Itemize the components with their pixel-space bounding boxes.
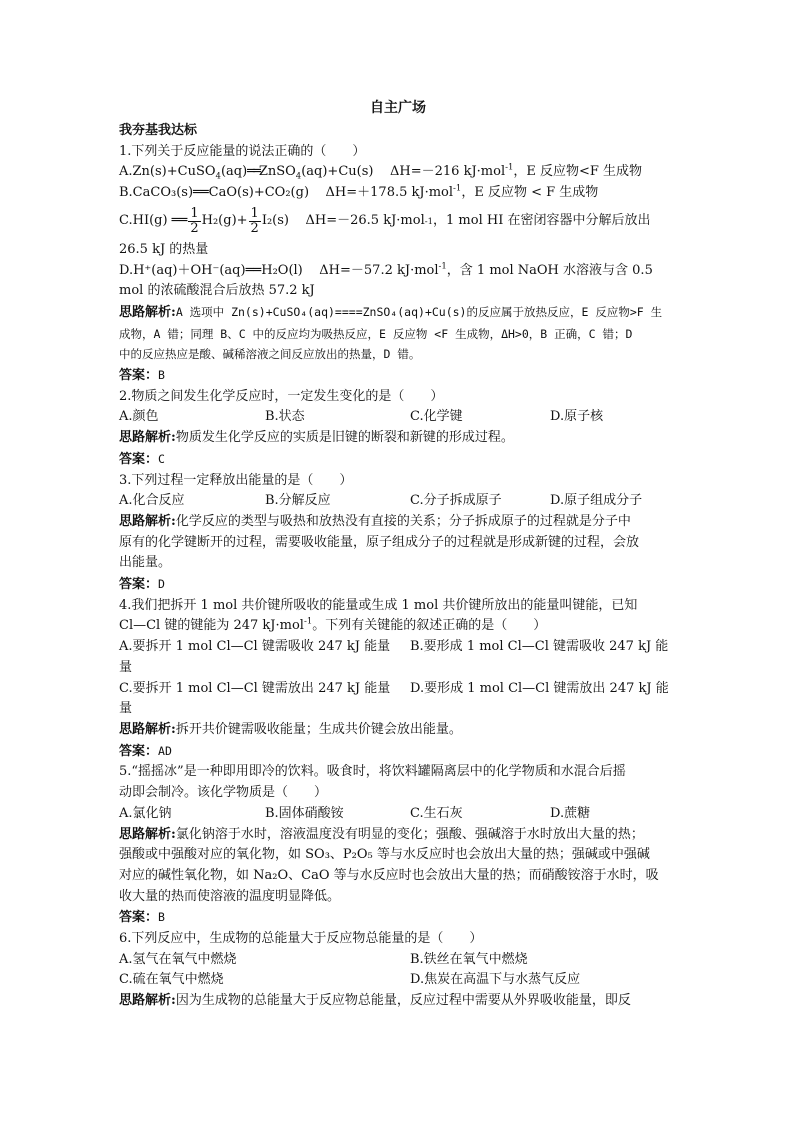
- q2-analysis-label: 思路解析:: [119, 430, 176, 446]
- q3-option-b: B.分解反应: [265, 493, 331, 509]
- q1-c-eq-mid: H₂(g)+: [201, 213, 248, 229]
- q4-option-b: B.要形成 1 mol Cl—Cl 键需吸收 247 kJ 能: [410, 639, 669, 655]
- q6-options-cd: [119, 970, 677, 991]
- q5-analysis-line4: 收大量的热而使溶液的温度明显降低。: [119, 888, 341, 904]
- q6-stem: 6.下列反应中，生成物的总能量大于反应物总能量的是（ ）: [119, 931, 483, 947]
- q4-option-d-cont: 量: [119, 701, 133, 717]
- section-heading: 我夯基我达标: [119, 123, 198, 138]
- q1-a-compare: ，E 反应物<F 生成物: [513, 164, 643, 180]
- q6-analysis-line1: 因为生成物的总能量大于反应物总能量，反应过程中需要从外界吸收能量，即反: [175, 993, 631, 1009]
- q1-a-eq-pre: A.Zn(s)+CuSO: [119, 164, 216, 180]
- q3-option-a: A.化合反应: [119, 493, 185, 509]
- q1-answer-value: B: [158, 368, 165, 383]
- q6-options-ab: [119, 950, 677, 971]
- q2-option-b: B.状态: [265, 409, 305, 425]
- q3-answer: [119, 574, 677, 596]
- q1-analysis-line2: 成物，A 错；同理 B、C 中的反应均为吸热反应，E 反应物 <F 生成物，ΔH>0，B 正确，C 错；D: [119, 326, 633, 341]
- q3-analysis-line1: 化学反应的类型与吸热和放热没有直接的关系；分子拆成原子的过程就是分子中: [175, 513, 631, 529]
- q2-answer-label: 答案：: [119, 451, 159, 467]
- q1-c-frac2-den: 2: [250, 221, 259, 237]
- q1-answer: [119, 365, 677, 387]
- q5-analysis: [119, 825, 677, 846]
- q3-stem: 3.下列过程一定释放出能量的是（ ）: [119, 472, 353, 488]
- q2-answer-value: C: [158, 451, 165, 466]
- q1-stem: 1.下列关于反应能量的说法正确的（ ）: [119, 143, 366, 159]
- q1-d-dh: ΔH=－57.2 kJ·mol: [319, 262, 439, 278]
- document-page: [119, 98, 677, 1012]
- q1-c-frac2-num: 1: [250, 206, 259, 222]
- q5-stem-line2: 动即会制冷。该化学物质是（ ）: [119, 785, 328, 801]
- q6-option-b: B.铁丝在氧气中燃烧: [410, 951, 528, 967]
- q2-option-c: C.化学键: [410, 409, 463, 425]
- q1-c-dh: ΔH=－26.5 kJ·mol: [305, 213, 425, 229]
- q5-options: [119, 804, 677, 825]
- q3-option-d: D.原子组成分子: [550, 493, 643, 509]
- q4-analysis: [119, 720, 677, 741]
- q1-b-compare: ，E 反应物 < F 生成物: [461, 185, 599, 201]
- q4-stem-l2b: 。下列有关键能的叙述正确的是（ ）: [312, 618, 547, 634]
- q3-analysis-line2: 原有的化学键断开的过程，需要吸收能量，原子组成分子的过程就是形成新键的过程，会放: [119, 534, 640, 550]
- q4-analysis-label: 思路解析:: [119, 721, 176, 737]
- question-3: [119, 471, 677, 596]
- q1-analysis-line1: A 选项中 Zn(s)+CuSO₄(aq)====ZnSO₄(aq)+Cu(s)的反应属于放热反应，E 反应物>F 生: [175, 304, 663, 319]
- q4-option-d: D.要形成 1 mol Cl—Cl 键需放出 247 kJ 能: [410, 680, 669, 696]
- q1-c-rest: ，1 mol HI 在密闭容器中分解后放出: [433, 213, 651, 229]
- q1-analysis-label: 思路解析:: [119, 304, 176, 320]
- q1-c-eq-pre: C.HI(g) ══: [119, 213, 188, 229]
- q3-analysis: [119, 512, 677, 533]
- q1-option-d: [119, 261, 677, 282]
- q1-b-dh: ΔH=＋178.5 kJ·mol: [325, 185, 454, 201]
- question-6: [119, 929, 677, 1012]
- q5-analysis-line3: 对应的碱性氧化物，如 Na₂O、CaO 等与水反应时也会放出大量的热；而硝酸铵溶于水时，吸: [119, 867, 659, 883]
- q4-stem-line1: 4.我们把拆开 1 mol 共价键所吸收的能量或生成 1 mol 共价键所放出的能量叫键能，已知: [119, 597, 638, 613]
- q5-analysis-line2: 强酸或中强酸对应的氧化物，如 SO₃、P₂O₅ 等与水反应时也会放出大量的热；强碱或中强碱: [119, 847, 650, 863]
- q4-option-c: C.要拆开 1 mol Cl—Cl 键需放出 247 kJ 能量: [119, 680, 391, 696]
- q1-option-c: C.HI(g) ══ $\frac{1}{2}$ H₂(g)+ $\frac{1}{2}$ I₂(s) ΔH=－26.5 kJ·mol -1 ，1 mol HI 在密闭容器中分解后放出: [119, 206, 651, 237]
- q1-a-arrow: ══: [247, 164, 259, 180]
- q3-option-c: C.分子拆成原子: [410, 493, 502, 509]
- q4-stem-line2: [119, 616, 677, 637]
- q1-c-frac1-den: 2: [190, 221, 199, 237]
- q2-options: [119, 407, 677, 428]
- q3-answer-value: D: [158, 577, 165, 592]
- q1-a-dh: ΔH=－216 kJ·mol: [390, 164, 506, 180]
- q2-analysis: [119, 428, 677, 449]
- q5-analysis-label: 思路解析:: [119, 826, 176, 842]
- q1-answer-label: 答案：: [119, 368, 159, 384]
- question-1: [119, 142, 677, 387]
- q6-analysis-label: 思路解析:: [119, 993, 176, 1009]
- q1-option-a: [119, 162, 677, 183]
- q5-answer-value: B: [158, 910, 165, 925]
- page-title: 自主广场: [370, 100, 426, 116]
- q5-option-a: A.氯化钠: [119, 805, 172, 821]
- q1-a-sub2: 4: [295, 172, 302, 182]
- q4-answer: [119, 741, 677, 763]
- q1-d-rest: ，含 1 mol NaOH 水溶液与含 0.5: [446, 262, 653, 278]
- q1-a-sup: -1: [505, 163, 514, 174]
- q4-answer-value: AD: [158, 743, 172, 758]
- q6-analysis: [119, 991, 677, 1012]
- q5-answer: [119, 907, 677, 929]
- q4-analysis-text: 拆开共价键需吸收能量；生成共价键会放出能量。: [175, 721, 462, 737]
- question-2: [119, 387, 677, 471]
- q1-a-eq-mid: (aq): [220, 164, 248, 180]
- q1-a-sub1: 4: [215, 172, 221, 182]
- q5-option-b: B.固体硝酸铵: [265, 805, 344, 821]
- q5-option-d: D.蔗糖: [550, 805, 591, 821]
- q1-b-eq: B.CaCO₃(s)══CaO(s)+CO₂(g): [119, 185, 310, 201]
- q1-c-eq-end: I₂(s): [261, 213, 289, 229]
- q5-answer-label: 答案：: [119, 910, 159, 926]
- q6-option-c: C.硫在氧气中燃烧: [119, 972, 224, 988]
- q5-analysis-line1: 氯化钠溶于水时，溶液温度没有明显的变化；强酸、强碱溶于水时放出大量的热；: [175, 826, 644, 842]
- q1-option-d-cont: mol 的浓硫酸混合后放热 57.2 kJ: [119, 283, 315, 299]
- q2-option-d: D.原子核: [550, 409, 604, 425]
- q2-stem: 2.物质之间发生化学反应时，一定发生变化的是（ ）: [119, 388, 444, 404]
- q1-c-fraction-2: [249, 207, 261, 236]
- q6-option-a: A.氢气在氧气中燃烧: [119, 951, 237, 967]
- q1-d-eq: D.H⁺(aq)＋OH⁻(aq)══H₂O(l): [119, 262, 303, 278]
- q4-answer-label: 答案：: [119, 743, 159, 759]
- q4-option-b-cont: 量: [119, 659, 133, 675]
- q5-stem-line1: 5.“摇摇冰”是一种即用即冷的饮料。吸食时，将饮料罐隔离层中的化学物质和水混合后摇: [119, 764, 626, 780]
- q1-option-b: [119, 183, 677, 204]
- q3-analysis-label: 思路解析:: [119, 513, 176, 529]
- question-5: [119, 762, 677, 929]
- q4-options-cd: [119, 679, 677, 700]
- q1-a-eq-end: (aq)+Cu(s): [301, 164, 374, 180]
- question-4: [119, 596, 677, 763]
- q5-option-c: C.生石灰: [410, 805, 463, 821]
- q2-option-a: A.颜色: [119, 409, 159, 425]
- q1-analysis-line3: 中的反应热应是酸、碱稀溶液之间反应放出的热量，D 错。: [119, 347, 421, 362]
- q1-c-fraction-1: [188, 207, 200, 236]
- q2-answer: [119, 449, 677, 471]
- q1-option-c-cont: 26.5 kJ 的热量: [119, 241, 209, 257]
- q3-analysis-line3: 出能量。: [119, 555, 172, 571]
- q1-a-eq-post: ZnSO: [258, 164, 296, 180]
- q6-option-d: D.焦炭在高温下与水蒸气反应: [410, 972, 581, 988]
- q1-c-frac1-num: 1: [190, 206, 199, 222]
- q3-answer-label: 答案：: [119, 577, 159, 593]
- q4-stem-sup: -1: [303, 617, 313, 628]
- q1-d-sup: -1: [438, 261, 447, 272]
- q4-options-ab: [119, 637, 677, 658]
- q3-options: [119, 491, 677, 512]
- q1-analysis: [119, 302, 677, 324]
- q2-analysis-text: 物质发生化学反应的实质是旧键的断裂和新键的形成过程。: [175, 430, 514, 446]
- q4-option-a: A.要拆开 1 mol Cl—Cl 键需吸收 247 kJ 能量: [119, 639, 391, 655]
- q4-stem-l2a: Cl—Cl 键的键能为 247 kJ·mol: [119, 618, 304, 634]
- q1-b-sup: -1: [453, 183, 462, 194]
